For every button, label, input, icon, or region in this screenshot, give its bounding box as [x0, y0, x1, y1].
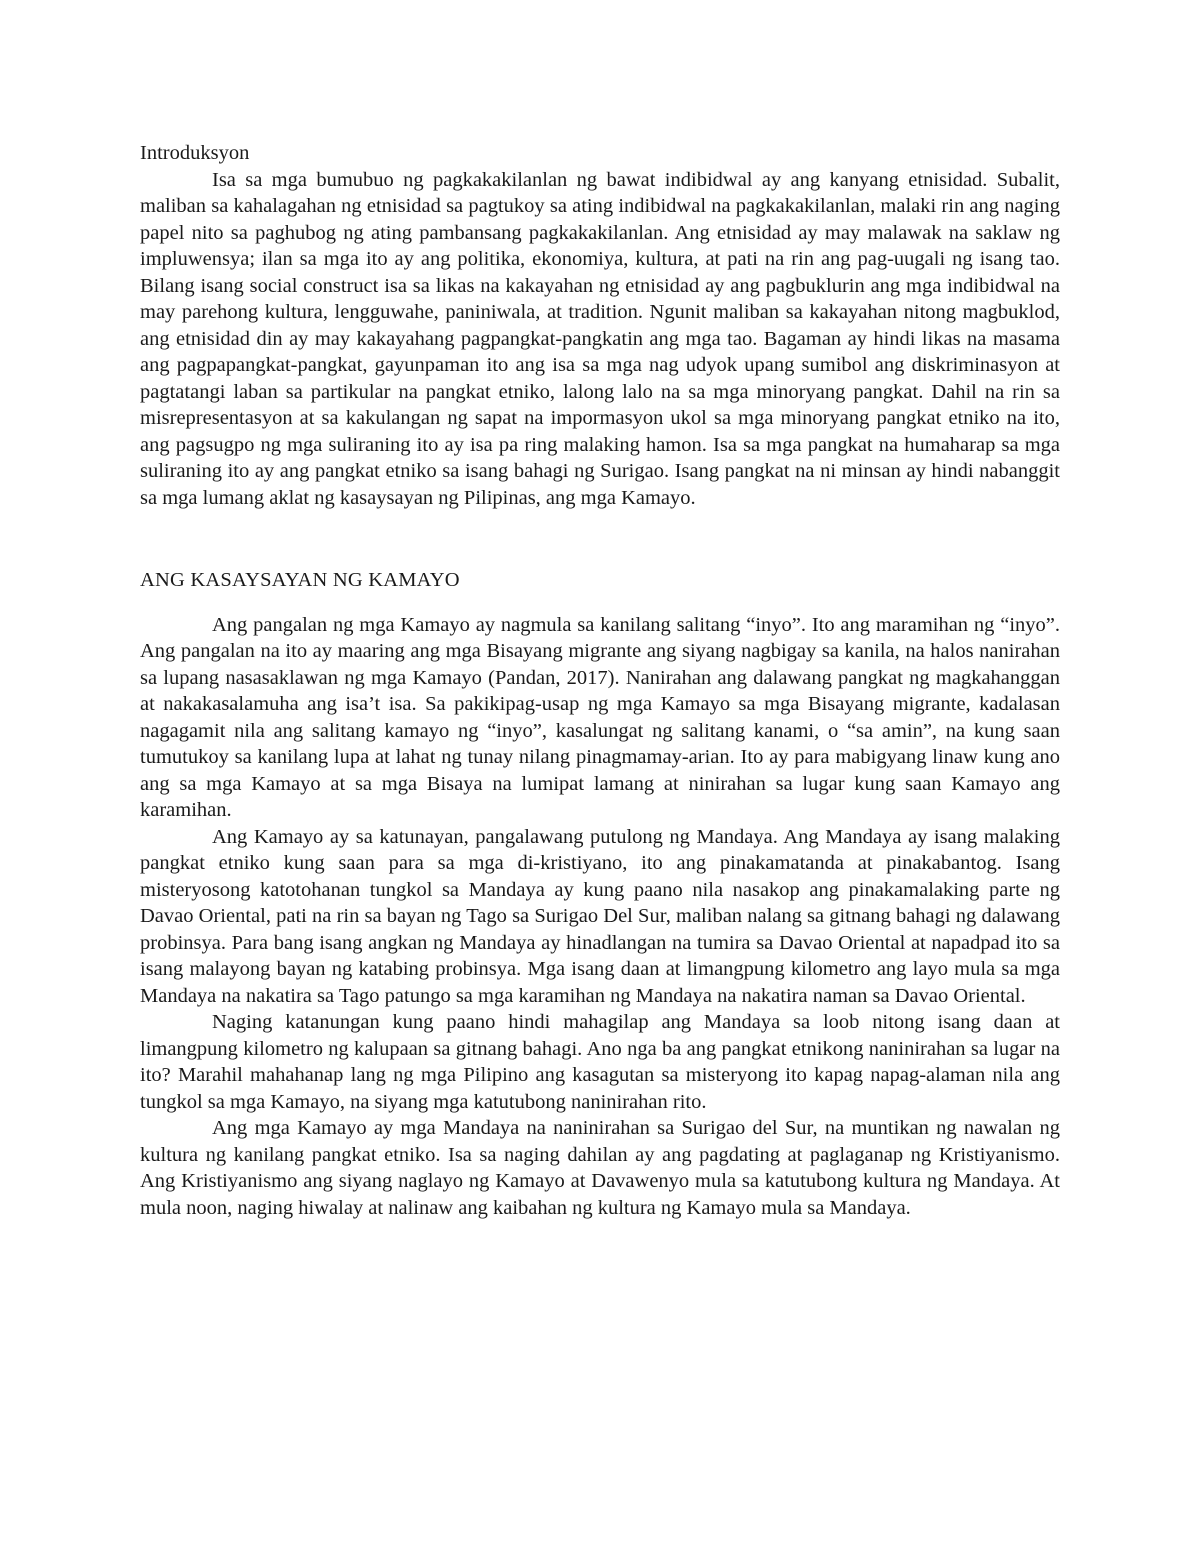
section-paragraph-2: Ang Kamayo ay sa katunayan, pangalawang putulong ng Mandaya. Ang Mandaya ay isang malaking pangkat etniko kung saan para sa mga di-kristiyano, ito ang pinakamatanda at pinakabantog. Isang misteryosong katotohanan tungkol sa Mandaya ay kung paano nila nasakop ang pinakamalaking parte ng Davao Oriental, pati na rin sa bayan ng Tago sa Surigao Del Sur, maliban nalang sa gitnang bahagi ng dalawang probinsya. Para bang isang angkan ng Mandaya ay hinadlangan na tumira sa Davao Oriental at napadpad ito sa isang malayong bayan ng katabing probinsya. Mga isang daan at limangpung kilometro ang layo mula sa mga Mandaya na nakatira sa Tago patungo sa mga karamihan ng Mandaya na nakatira naman sa Davao Oriental. [140, 825, 1060, 1007]
document-page [140, 140, 1060, 1221]
section-heading: ANG KASAYSAYAN NG KAMAYO [140, 569, 460, 591]
intro-paragraph: Isa sa mga bumubuo ng pagkakakilanlan ng bawat indibidwal ay ang kanyang etnisidad. Subalit, maliban sa kahalagahan ng etnisidad sa pagtukoy sa ating indibidwal na pagkakakilanlan, malaki rin ang naging papel nito sa paghubog ng ating pambansang pagkakakilanlan. Ang etnisidad ay may malawak na saklaw ng impluwensya; ilan sa mga ito ay ang politika, ekonomiya, kultura, at pati na rin ang pag-uugali ng isang tao. Bilang isang social construct isa sa likas na kakayahan ng etnisidad ay ang pagbuklurin ang mga indibidwal na may parehong kultura, lengguwahe, paniniwala, at tradition. Ngunit maliban sa kakayahan nitong magbuklod, ang etnisidad din ay may kakayahang pagpangkat-pangkatin ang mga tao. Bagaman ay hindi likas na masama ang pagpapangkat-pangkat, gayunpaman ito ang isa sa mga nag udyok upang sumibol ang diskriminasyon at pagtatangi laban sa partikular na pangkat etniko, lalong lalo na sa mga minoryang pangkat. Dahil na rin sa misrepresentasyon at sa kakulangan ng sapat na impormasyon ukol sa mga minoryang pangkat etniko na ito, ang pagsugpo ng mga suliraning ito ay isa pa ring malaking hamon. Isa sa mga pangkat na humaharap sa mga suliraning ito ay ang pangkat etniko sa isang bahagi ng Surigao. Isang pangkat na ni minsan ay hindi nabanggit sa mga lumang aklat ng kasaysayan ng Pilipinas, ang mga Kamayo. [140, 168, 1060, 509]
section-paragraph-3: Naging katanungan kung paano hindi mahagilap ang Mandaya sa loob nitong isang daan at limangpung kilometro ng kalupaan sa gitnang bahagi. Ano nga ba ang pangkat etnikong naninirahan sa lugar na ito? Marahil mahahanap lang ng mga Pilipino ang kasagutan sa misteryong ito kapag napag-alaman nila ang tungkol sa mga Kamayo, na siyang mga katutubong naninirahan rito. [140, 1011, 1060, 1113]
section-paragraph-1: Ang pangalan ng mga Kamayo ay nagmula sa kanilang salitang “inyo”. Ito ang maramihan ng “inyo”. Ang pangalan na ito ay maaring ang mga Bisayang migrante ang siyang nagbigay sa kanila, na halos nanirahan sa lupang nasasaklawan ng mga Kamayo (Pandan, 2017). Nanirahan ang dalawang pangkat ng magkahanggan at nakakasalamuha ang isa’t isa. Sa pakikipag-usap ng mga Kamayo sa mga Bisayang migrante, kadalasan nagagamit nila ang salitang kamayo ng “inyo”, kasalungat ng salitang kanami, o “sa amin”, na kung saan tumutukoy sa kanilang lupa at lahat ng tunay nilang pinagmamay-arian. Ito ay para mabigyang linaw kung ano ang sa mga Kamayo at sa mga Bisaya na lumipat lamang at ninirahan sa lugar kung saan Kamayo ang karamihan. [140, 613, 1060, 821]
intro-heading: Introduksyon [140, 142, 250, 164]
section-paragraph-4: Ang mga Kamayo ay mga Mandaya na naninirahan sa Surigao del Sur, na muntikan ng nawalan ng kultura ng kanilang pangkat etniko. Isa sa naging dahilan ay ang pagdating at paglaganap ng Kristiyanismo. Ang Kristiyanismo ang siyang naglayo ng Kamayo at Davawenyo mula sa katutubong kultura ng Mandaya. At mula noon, naging hiwalay at nalinaw ang kaibahan ng kultura ng Kamayo mula sa Mandaya. [140, 1117, 1060, 1219]
